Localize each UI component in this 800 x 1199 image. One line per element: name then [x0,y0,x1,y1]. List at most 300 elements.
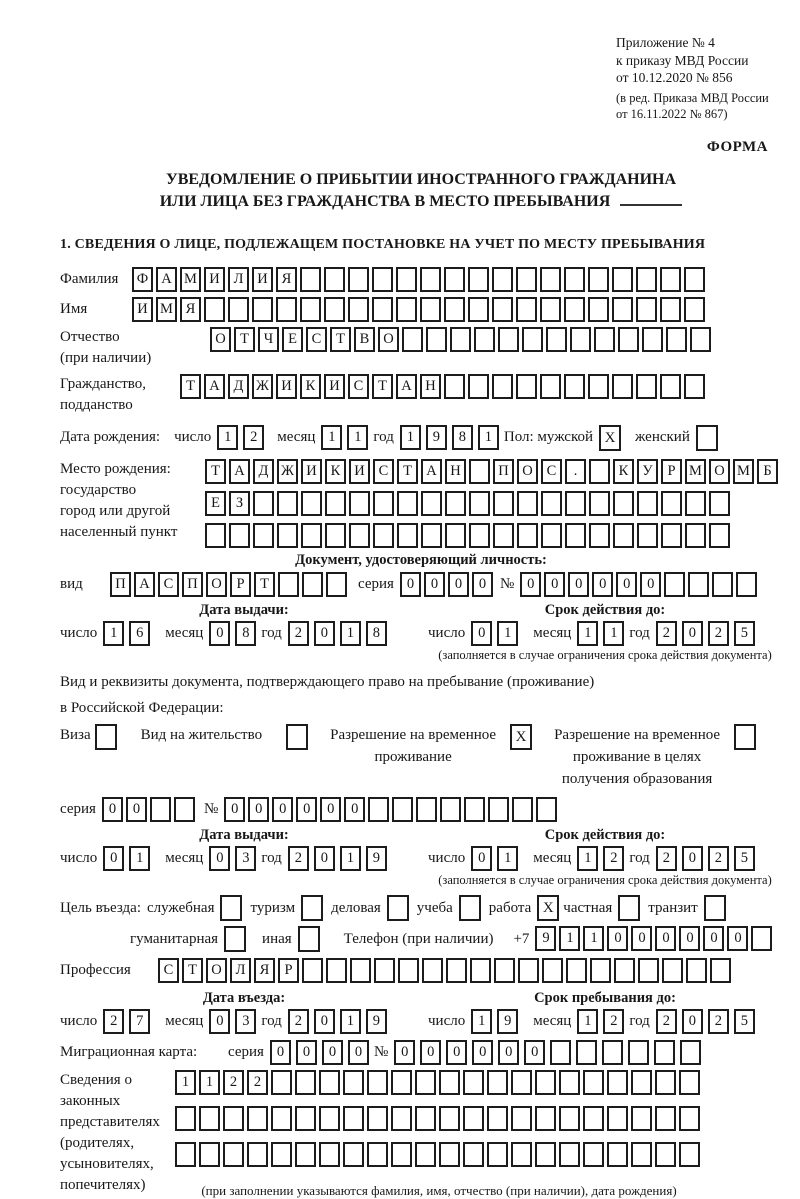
char-cell[interactable]: 0 [471,846,492,871]
char-cell[interactable]: Л [228,267,249,292]
char-cell[interactable] [535,1142,556,1167]
char-cell[interactable]: 6 [129,621,150,646]
char-cell[interactable] [468,267,489,292]
char-cell[interactable]: 0 [314,1009,335,1034]
char-cell[interactable]: 5 [734,621,755,646]
char-cell[interactable] [324,267,345,292]
char-cell[interactable] [446,958,467,983]
char-cell[interactable]: 1 [129,846,150,871]
char-cell[interactable]: У [637,459,658,484]
char-cell[interactable]: 1 [321,425,342,450]
char-cell[interactable]: 9 [497,1009,518,1034]
char-cell[interactable]: 0 [103,846,124,871]
char-cell[interactable] [367,1106,388,1131]
char-cell[interactable] [662,958,683,983]
char-cell[interactable]: Б [757,459,778,484]
char-cell[interactable]: 1 [340,1009,361,1034]
char-cell[interactable] [150,797,171,822]
char-cell[interactable] [661,491,682,516]
char-cell[interactable] [326,572,347,597]
char-cell[interactable] [655,1070,676,1095]
char-cell[interactable] [444,267,465,292]
char-cell[interactable]: С [541,459,562,484]
char-cell[interactable] [612,374,633,399]
char-cell[interactable]: 2 [243,425,264,450]
char-cell[interactable]: Я [180,297,201,322]
char-cell[interactable] [655,1106,676,1131]
char-cell[interactable] [343,1142,364,1167]
char-cell[interactable]: 2 [656,1009,677,1034]
char-cell[interactable] [348,267,369,292]
char-cell[interactable]: Ж [277,459,298,484]
char-cell[interactable] [583,1106,604,1131]
char-cell[interactable] [680,1040,701,1065]
char-cell[interactable] [343,1070,364,1095]
char-cell[interactable] [631,1070,652,1095]
char-cell[interactable]: 1 [559,926,580,951]
char-cell[interactable]: 8 [452,425,473,450]
char-cell[interactable]: С [373,459,394,484]
char-cell[interactable]: 0 [498,1040,519,1065]
char-cell[interactable] [628,1040,649,1065]
char-cell[interactable]: 0 [248,797,269,822]
char-cell[interactable]: И [324,374,345,399]
char-cell[interactable]: О [709,459,730,484]
char-cell[interactable] [492,267,513,292]
char-cell[interactable] [397,523,418,548]
char-cell[interactable] [488,797,509,822]
char-cell[interactable]: 0 [314,621,335,646]
char-cell[interactable] [223,1142,244,1167]
char-cell[interactable] [326,958,347,983]
purpose-opt3-checkbox[interactable] [387,895,409,921]
char-cell[interactable]: 0 [126,797,147,822]
char-cell[interactable]: 9 [366,1009,387,1034]
char-cell[interactable] [564,297,585,322]
char-cell[interactable]: Т [372,374,393,399]
char-cell[interactable]: Я [254,958,275,983]
char-cell[interactable] [277,523,298,548]
char-cell[interactable] [631,1106,652,1131]
char-cell[interactable] [541,523,562,548]
char-cell[interactable] [300,297,321,322]
char-cell[interactable] [422,958,443,983]
char-cell[interactable] [349,523,370,548]
char-cell[interactable] [564,267,585,292]
char-cell[interactable] [607,1106,628,1131]
char-cell[interactable]: 0 [682,1009,703,1034]
char-cell[interactable]: 0 [446,1040,467,1065]
char-cell[interactable] [319,1070,340,1095]
char-cell[interactable]: Р [661,459,682,484]
char-cell[interactable]: О [378,327,399,352]
char-cell[interactable]: Е [282,327,303,352]
char-cell[interactable]: Н [420,374,441,399]
char-cell[interactable] [664,572,685,597]
char-cell[interactable]: Т [180,374,201,399]
char-cell[interactable] [319,1106,340,1131]
char-cell[interactable] [343,1106,364,1131]
char-cell[interactable]: Т [397,459,418,484]
char-cell[interactable] [660,374,681,399]
char-cell[interactable]: 0 [296,797,317,822]
char-cell[interactable]: 0 [471,621,492,646]
edu-permit-checkbox[interactable] [734,724,756,750]
char-cell[interactable] [372,267,393,292]
char-cell[interactable]: А [421,459,442,484]
char-cell[interactable]: М [180,267,201,292]
char-cell[interactable] [636,267,657,292]
char-cell[interactable] [374,958,395,983]
char-cell[interactable]: О [517,459,538,484]
char-cell[interactable] [278,572,299,597]
char-cell[interactable] [511,1142,532,1167]
char-cell[interactable] [487,1070,508,1095]
char-cell[interactable] [271,1070,292,1095]
char-cell[interactable] [517,523,538,548]
char-cell[interactable]: А [396,374,417,399]
char-cell[interactable] [516,267,537,292]
char-cell[interactable] [368,797,389,822]
char-cell[interactable] [642,327,663,352]
char-cell[interactable]: 0 [394,1040,415,1065]
char-cell[interactable] [228,297,249,322]
char-cell[interactable] [415,1142,436,1167]
char-cell[interactable] [439,1106,460,1131]
char-cell[interactable]: 1 [471,1009,492,1034]
char-cell[interactable] [666,327,687,352]
char-cell[interactable]: 5 [734,1009,755,1034]
char-cell[interactable]: 2 [656,846,677,871]
char-cell[interactable] [607,1070,628,1095]
char-cell[interactable] [300,267,321,292]
char-cell[interactable] [589,459,610,484]
char-cell[interactable]: 9 [535,926,556,951]
char-cell[interactable]: 2 [103,1009,124,1034]
char-cell[interactable] [654,1040,675,1065]
char-cell[interactable]: 0 [322,1040,343,1065]
char-cell[interactable] [396,297,417,322]
char-cell[interactable]: З [229,491,250,516]
char-cell[interactable] [463,1070,484,1095]
char-cell[interactable] [439,1070,460,1095]
char-cell[interactable]: 0 [209,621,230,646]
char-cell[interactable]: 2 [603,846,624,871]
char-cell[interactable]: А [156,267,177,292]
char-cell[interactable] [271,1142,292,1167]
char-cell[interactable] [492,297,513,322]
temp-permit-checkbox[interactable]: X [510,724,532,750]
char-cell[interactable] [439,1142,460,1167]
char-cell[interactable]: 0 [448,572,469,597]
char-cell[interactable]: А [229,459,250,484]
char-cell[interactable] [583,1070,604,1095]
purpose-opt8-checkbox[interactable] [224,926,246,952]
char-cell[interactable] [199,1142,220,1167]
char-cell[interactable] [319,1142,340,1167]
purpose-opt1-checkbox[interactable] [220,895,242,921]
char-cell[interactable]: Т [330,327,351,352]
char-cell[interactable] [679,1106,700,1131]
char-cell[interactable] [636,374,657,399]
char-cell[interactable] [469,491,490,516]
char-cell[interactable] [660,267,681,292]
char-cell[interactable] [712,572,733,597]
char-cell[interactable]: 0 [344,797,365,822]
char-cell[interactable]: 1 [175,1070,196,1095]
char-cell[interactable] [679,1142,700,1167]
char-cell[interactable] [583,1142,604,1167]
char-cell[interactable] [271,1106,292,1131]
char-cell[interactable] [463,1106,484,1131]
char-cell[interactable]: И [349,459,370,484]
char-cell[interactable] [559,1070,580,1095]
char-cell[interactable] [391,1142,412,1167]
char-cell[interactable]: И [276,374,297,399]
char-cell[interactable]: 0 [592,572,613,597]
char-cell[interactable] [690,327,711,352]
char-cell[interactable] [686,958,707,983]
char-cell[interactable] [564,374,585,399]
char-cell[interactable]: Р [278,958,299,983]
char-cell[interactable] [512,797,533,822]
char-cell[interactable] [372,297,393,322]
char-cell[interactable] [631,1142,652,1167]
char-cell[interactable] [450,327,471,352]
char-cell[interactable] [325,491,346,516]
char-cell[interactable]: 1 [400,425,421,450]
char-cell[interactable]: 1 [497,846,518,871]
char-cell[interactable]: 1 [347,425,368,450]
char-cell[interactable]: Ж [252,374,273,399]
char-cell[interactable] [613,523,634,548]
char-cell[interactable] [295,1142,316,1167]
char-cell[interactable] [709,523,730,548]
char-cell[interactable] [602,1040,623,1065]
char-cell[interactable]: 0 [348,1040,369,1065]
char-cell[interactable] [607,1142,628,1167]
char-cell[interactable]: А [204,374,225,399]
char-cell[interactable]: 1 [577,1009,598,1034]
char-cell[interactable]: 2 [247,1070,268,1095]
char-cell[interactable]: 0 [320,797,341,822]
char-cell[interactable]: 0 [224,797,245,822]
char-cell[interactable] [576,1040,597,1065]
char-cell[interactable]: И [252,267,273,292]
char-cell[interactable] [540,267,561,292]
char-cell[interactable]: Д [253,459,274,484]
char-cell[interactable]: 0 [703,926,724,951]
char-cell[interactable] [540,297,561,322]
char-cell[interactable]: Т [182,958,203,983]
char-cell[interactable] [612,267,633,292]
char-cell[interactable] [535,1070,556,1095]
char-cell[interactable]: 0 [314,846,335,871]
char-cell[interactable] [487,1142,508,1167]
char-cell[interactable]: О [206,572,227,597]
char-cell[interactable]: И [204,267,225,292]
char-cell[interactable] [638,958,659,983]
char-cell[interactable] [426,327,447,352]
char-cell[interactable] [444,297,465,322]
char-cell[interactable]: Ф [132,267,153,292]
char-cell[interactable] [613,491,634,516]
char-cell[interactable]: Е [205,491,226,516]
purpose-opt4-checkbox[interactable] [459,895,481,921]
char-cell[interactable]: 1 [340,621,361,646]
char-cell[interactable]: 2 [708,846,729,871]
char-cell[interactable]: 0 [544,572,565,597]
char-cell[interactable]: Д [228,374,249,399]
char-cell[interactable] [402,327,423,352]
char-cell[interactable] [474,327,495,352]
char-cell[interactable] [468,297,489,322]
char-cell[interactable] [440,797,461,822]
char-cell[interactable]: 0 [655,926,676,951]
char-cell[interactable] [295,1106,316,1131]
char-cell[interactable]: 1 [340,846,361,871]
char-cell[interactable] [636,297,657,322]
visa-checkbox[interactable] [95,724,117,750]
char-cell[interactable] [710,958,731,983]
char-cell[interactable] [247,1106,268,1131]
char-cell[interactable] [391,1106,412,1131]
char-cell[interactable] [588,374,609,399]
char-cell[interactable] [535,1106,556,1131]
char-cell[interactable]: К [300,374,321,399]
char-cell[interactable] [420,297,441,322]
char-cell[interactable]: М [685,459,706,484]
char-cell[interactable] [470,958,491,983]
char-cell[interactable] [204,297,225,322]
char-cell[interactable] [493,523,514,548]
char-cell[interactable]: 1 [199,1070,220,1095]
char-cell[interactable]: Н [445,459,466,484]
char-cell[interactable] [229,523,250,548]
char-cell[interactable]: С [158,572,179,597]
char-cell[interactable] [679,1070,700,1095]
char-cell[interactable]: 1 [103,621,124,646]
sex-male-checkbox[interactable]: X [599,425,621,451]
char-cell[interactable] [444,374,465,399]
char-cell[interactable]: Л [230,958,251,983]
char-cell[interactable] [588,267,609,292]
char-cell[interactable]: Ч [258,327,279,352]
char-cell[interactable] [420,267,441,292]
char-cell[interactable]: М [156,297,177,322]
char-cell[interactable]: 0 [209,1009,230,1034]
char-cell[interactable] [415,1070,436,1095]
char-cell[interactable] [421,523,442,548]
char-cell[interactable]: 1 [577,621,598,646]
char-cell[interactable] [498,327,519,352]
char-cell[interactable]: . [565,459,586,484]
char-cell[interactable] [614,958,635,983]
char-cell[interactable] [373,523,394,548]
char-cell[interactable] [546,327,567,352]
char-cell[interactable]: М [733,459,754,484]
char-cell[interactable] [392,797,413,822]
char-cell[interactable] [661,523,682,548]
char-cell[interactable] [247,1142,268,1167]
char-cell[interactable]: 1 [583,926,604,951]
char-cell[interactable]: А [134,572,155,597]
char-cell[interactable]: 0 [616,572,637,597]
char-cell[interactable]: Р [230,572,251,597]
char-cell[interactable]: 2 [288,846,309,871]
char-cell[interactable] [199,1106,220,1131]
char-cell[interactable] [655,1142,676,1167]
char-cell[interactable]: 0 [272,797,293,822]
char-cell[interactable]: Т [254,572,275,597]
char-cell[interactable]: К [325,459,346,484]
char-cell[interactable] [588,297,609,322]
char-cell[interactable]: 0 [400,572,421,597]
char-cell[interactable] [348,297,369,322]
char-cell[interactable] [445,523,466,548]
char-cell[interactable] [736,572,757,597]
char-cell[interactable]: 0 [631,926,652,951]
char-cell[interactable] [492,374,513,399]
char-cell[interactable] [518,958,539,983]
char-cell[interactable] [301,523,322,548]
char-cell[interactable] [487,1106,508,1131]
char-cell[interactable] [559,1106,580,1131]
char-cell[interactable]: 0 [682,621,703,646]
char-cell[interactable] [367,1070,388,1095]
char-cell[interactable]: 0 [679,926,700,951]
char-cell[interactable]: 2 [708,1009,729,1034]
char-cell[interactable]: 1 [217,425,238,450]
char-cell[interactable] [511,1106,532,1131]
residence-permit-checkbox[interactable] [286,724,308,750]
char-cell[interactable]: 0 [727,926,748,951]
char-cell[interactable]: 0 [640,572,661,597]
char-cell[interactable]: 0 [472,572,493,597]
char-cell[interactable] [618,327,639,352]
char-cell[interactable]: 8 [366,621,387,646]
char-cell[interactable] [565,491,586,516]
char-cell[interactable]: 1 [577,846,598,871]
char-cell[interactable] [688,572,709,597]
char-cell[interactable] [570,327,591,352]
char-cell[interactable] [445,491,466,516]
char-cell[interactable]: 9 [426,425,447,450]
char-cell[interactable]: 2 [656,621,677,646]
char-cell[interactable] [276,297,297,322]
char-cell[interactable] [205,523,226,548]
char-cell[interactable] [175,1142,196,1167]
char-cell[interactable] [416,797,437,822]
char-cell[interactable]: Т [205,459,226,484]
char-cell[interactable] [415,1106,436,1131]
char-cell[interactable] [253,491,274,516]
char-cell[interactable] [324,297,345,322]
char-cell[interactable]: 1 [478,425,499,450]
char-cell[interactable] [302,572,323,597]
char-cell[interactable] [397,491,418,516]
char-cell[interactable] [566,958,587,983]
char-cell[interactable] [660,297,681,322]
char-cell[interactable]: И [132,297,153,322]
char-cell[interactable]: 1 [497,621,518,646]
char-cell[interactable] [684,297,705,322]
char-cell[interactable]: 9 [366,846,387,871]
char-cell[interactable]: 3 [235,1009,256,1034]
char-cell[interactable]: 0 [209,846,230,871]
purpose-opt7-checkbox[interactable] [704,895,726,921]
purpose-opt2-checkbox[interactable] [301,895,323,921]
